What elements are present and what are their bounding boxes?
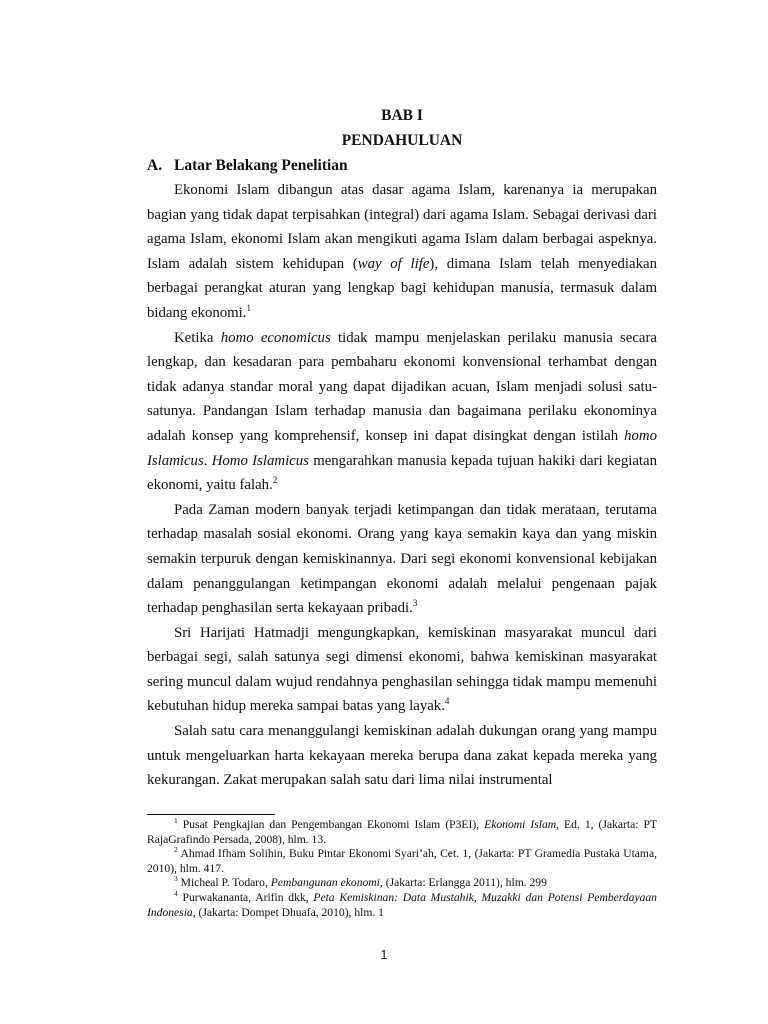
footnote-ref: 4	[174, 889, 178, 899]
italic-term: Homo Islamicus	[211, 452, 309, 469]
body-paragraph	[147, 719, 657, 793]
text-run: Micheal P. Todaro,	[177, 876, 271, 890]
italic-term: Ekonomi Islam	[484, 818, 557, 831]
main-text	[147, 103, 657, 793]
footnote-ref: 1	[174, 816, 178, 826]
text-run: Ahmad Ifham Solihin, Buku Pintar Ekonomi Syari’ah, Cet. 1, (Jakarta: PT Gramedia Pustaka Utama, 2010), hlm. 417.	[147, 847, 657, 875]
footnote	[147, 847, 657, 876]
italic-term: Pembangunan ekonomi,	[270, 876, 383, 890]
body-paragraphs	[147, 178, 657, 793]
text-run: .	[203, 452, 212, 469]
italic-term: homo economicus	[220, 329, 331, 346]
text-run: tidak mampu menjelaskan perilaku manusia secara lengkap, dan kesadaran para pembaharu ekonomi konvensional terhambat dengan tidak adanya standar moral yang dapat dijadikan acuan, Islam menjadi solusi satu-satunya. Pandangan Islam terhadap manusia dan bagaimana perilaku ekonominya adalah konsep yang komprehensif, konsep ini dapat disingkat dengan istilah	[147, 329, 657, 444]
italic-term: Peta Kemiskinan: Data Mustahik, Muzakki dan Potensi Pemberdayaan Indonesia	[147, 890, 657, 919]
text-run: Pusat Pengkajian dan Pengembangan Ekonomi Islam (P3EI),	[177, 818, 485, 831]
text-run: , (Jakarta: Dompet Dhuafa, 2010), hlm. 1	[192, 905, 384, 919]
footnote-ref: 1	[246, 303, 251, 314]
footnotes	[147, 818, 657, 920]
text-run: Ketika	[174, 329, 221, 346]
footnote	[147, 818, 657, 847]
body-paragraph	[147, 621, 657, 719]
section-number: A.	[147, 157, 163, 174]
text-run: (Jakarta: Erlangga 2011), hlm. 299	[382, 876, 547, 890]
chapter-title: PENDAHULUAN	[341, 132, 463, 149]
text-run: Salah satu cara menanggulangi kemiskinan adalah dukungan orang yang mampu untuk mengeluarkan harta kekayaan mereka berupa dana zakat kepada mereka yang kekurangan. Zakat merupakan salah satu dari lima nilai instrumental	[147, 723, 657, 789]
footnote	[147, 891, 657, 920]
footnote-ref: 3	[412, 598, 418, 609]
body-paragraph	[147, 178, 657, 326]
body-paragraph	[147, 498, 657, 621]
footnote-ref: 2	[272, 475, 278, 486]
footnote-ref: 3	[174, 874, 178, 884]
section-heading	[147, 153, 657, 178]
text-run: Ekonomi Islam dibangun atas dasar agama Islam, karenanya ia merupakan bagian yang tidak dapat terpisahkan (integral) dari agama Islam. Sebagai derivasi dari agama Islam, ekonomi Islam akan mengikuti agama Islam dalam berbagai aspeknya. Islam adalah sistem kehidupan (	[147, 182, 657, 272]
italic-term: homo Islamicus	[147, 427, 657, 469]
italic-term: way of life	[357, 255, 430, 272]
text-run: , Ed. 1, (Jakarta: PT RajaGrafindo Persada, 2008), hlm. 13.	[147, 818, 658, 846]
text-run: Pada Zaman modern banyak terjadi ketimpangan dan tidak merataan, terutama terhadap masalah sosial ekonomi. Orang yang kaya semakin kaya dan yang miskin semakin terpuruk dengan kemiskinannya. Dari segi ekonomi konvensional kebijakan dalam penanggulangan ketimpangan ekonomi adalah melalui pengenaan pajak terhadap penghasilan serta kekayaan pribadi.	[147, 501, 657, 617]
text-run: Sri Harijati Hatmadji mengungkapkan, kemiskinan masyarakat muncul dari berbagai segi, salah satunya segi dimensi ekonomi, bahwa kemiskinan masyarakat sering muncul dalam wujud rendahnya penghasilan sehingga tidak mampu memenuhi kebutuhan hidup mereka sampai batas yang layak.	[147, 624, 657, 715]
section-title: Latar Belakang Penelitian	[174, 157, 348, 174]
footnote-separator	[147, 814, 275, 815]
page-number: 1	[380, 948, 388, 962]
body-paragraph	[147, 326, 657, 498]
text-run: mengarahkan manusia kepada tujuan hakiki dari kegiatan ekonomi, yaitu falah.	[147, 452, 657, 494]
text-run: Purwakananta, Arifin dkk,	[177, 890, 314, 904]
footnote-ref: 4	[444, 696, 450, 707]
footnote	[147, 876, 657, 891]
footnote-ref: 2	[174, 845, 178, 855]
chapter-number: BAB I	[381, 107, 423, 124]
text-run: ), dimana Islam telah menyediakan berbagai perangkat aturan yang lengkap bagi kehidupan manusia, termasuk dalam bidang ekonomi.	[147, 255, 657, 321]
